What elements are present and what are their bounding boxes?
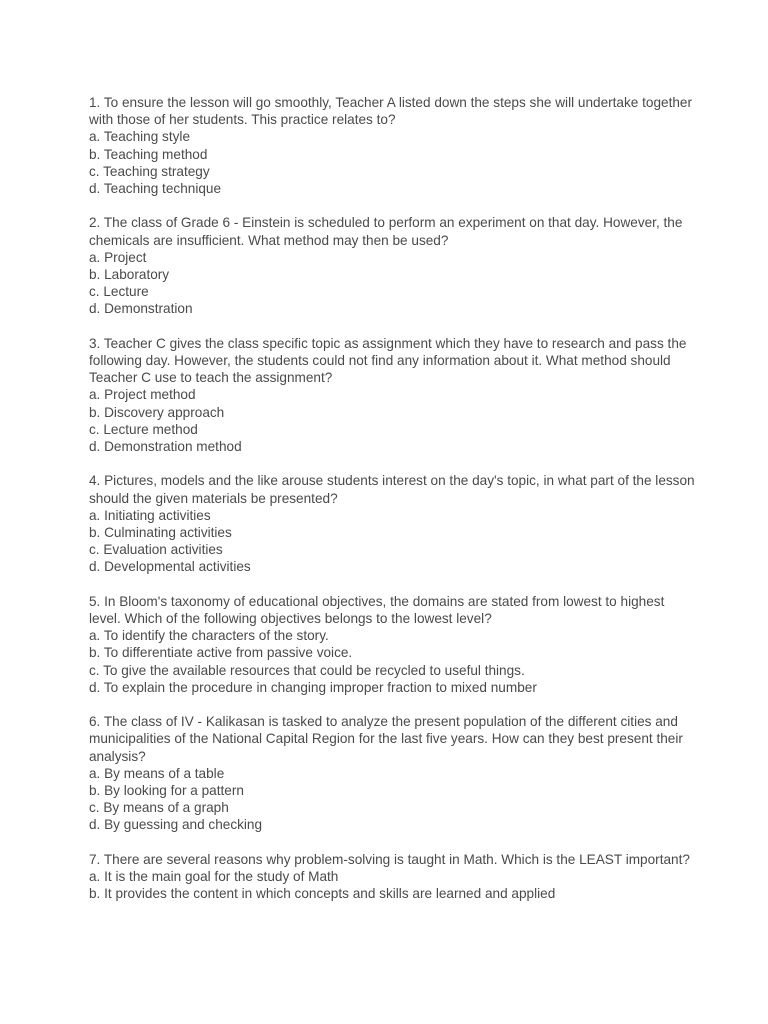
answer-choice: d. Demonstration (89, 301, 193, 317)
question-6 (89, 713, 699, 833)
answer-choice: d. By guessing and checking (89, 817, 263, 833)
answer-choice: c. Evaluation activities (89, 542, 223, 558)
answer-choice: b. Laboratory (89, 267, 170, 283)
question-2 (89, 214, 699, 317)
answer-choice: a. Teaching style (89, 129, 191, 145)
document-page (89, 94, 699, 920)
question-4 (89, 472, 699, 575)
answer-choice: c. Lecture (89, 284, 149, 300)
answer-choice: d. To explain the procedure in changing improper fraction to mixed number (89, 679, 537, 695)
answer-choice: b. To differentiate active from passive voice. (89, 645, 353, 661)
answer-choice: b. Teaching method (89, 146, 208, 162)
answer-choice: c. Teaching strategy (89, 163, 210, 179)
question-stem: 4. Pictures, models and the like arouse students interest on the day's topic, in what part of the lesson should the given materials be presented? (89, 473, 695, 506)
answer-choice: a. Project method (89, 387, 196, 403)
answer-choice: a. To identify the characters of the story. (89, 628, 329, 644)
answer-choice: b. Discovery approach (89, 404, 225, 420)
question-stem: 1. To ensure the lesson will go smoothly, Teacher A listed down the steps she will undertake together with those of her students. This practice relates to? (89, 95, 693, 128)
answer-choice: d. Demonstration method (89, 439, 242, 455)
question-3 (89, 335, 699, 455)
question-stem: 3. Teacher C gives the class specific topic as assignment which they have to research and pass the following day. However, the students could not find any information about it. What method should Teacher C use to teach the assignment? (89, 335, 687, 386)
answer-choice: d. Teaching technique (89, 181, 222, 197)
answer-choice: b. It provides the content in which concepts and skills are learned and applied (89, 886, 556, 902)
question-stem: 6. The class of IV - Kalikasan is tasked to analyze the present population of the different cities and municipalities of the National Capital Region for the last five years. How can they best present their analysis? (89, 714, 683, 764)
answer-choice: c. By means of a graph (89, 800, 229, 816)
answer-choice: d. Developmental activities (89, 559, 251, 575)
answer-choice: c. Lecture method (89, 421, 198, 437)
answer-choice: a. Project (89, 249, 147, 265)
answer-choice: a. By means of a table (89, 765, 225, 781)
answer-choice: b. Culminating activities (89, 525, 232, 541)
question-5 (89, 593, 699, 696)
answer-choice: c. To give the available resources that could be recycled to useful things. (89, 662, 525, 678)
question-stem: 5. In Bloom's taxonomy of educational objectives, the domains are stated from lowest to highest level. Which of the following objectives belongs to the lowest level? (89, 593, 665, 627)
answer-choice: b. By looking for a pattern (89, 783, 244, 799)
question-7 (89, 851, 699, 903)
answer-choice: a. It is the main goal for the study of Math (89, 869, 339, 885)
question-1 (89, 94, 699, 197)
answer-choice: a. Initiating activities (89, 507, 211, 523)
question-stem: 2. The class of Grade 6 - Einstein is scheduled to perform an experiment on that day. However, the chemicals are insufficient. What method may then be used? (89, 215, 683, 248)
question-stem: 7. There are several reasons why problem-solving is taught in Math. Which is the LEAST important? (89, 851, 690, 867)
